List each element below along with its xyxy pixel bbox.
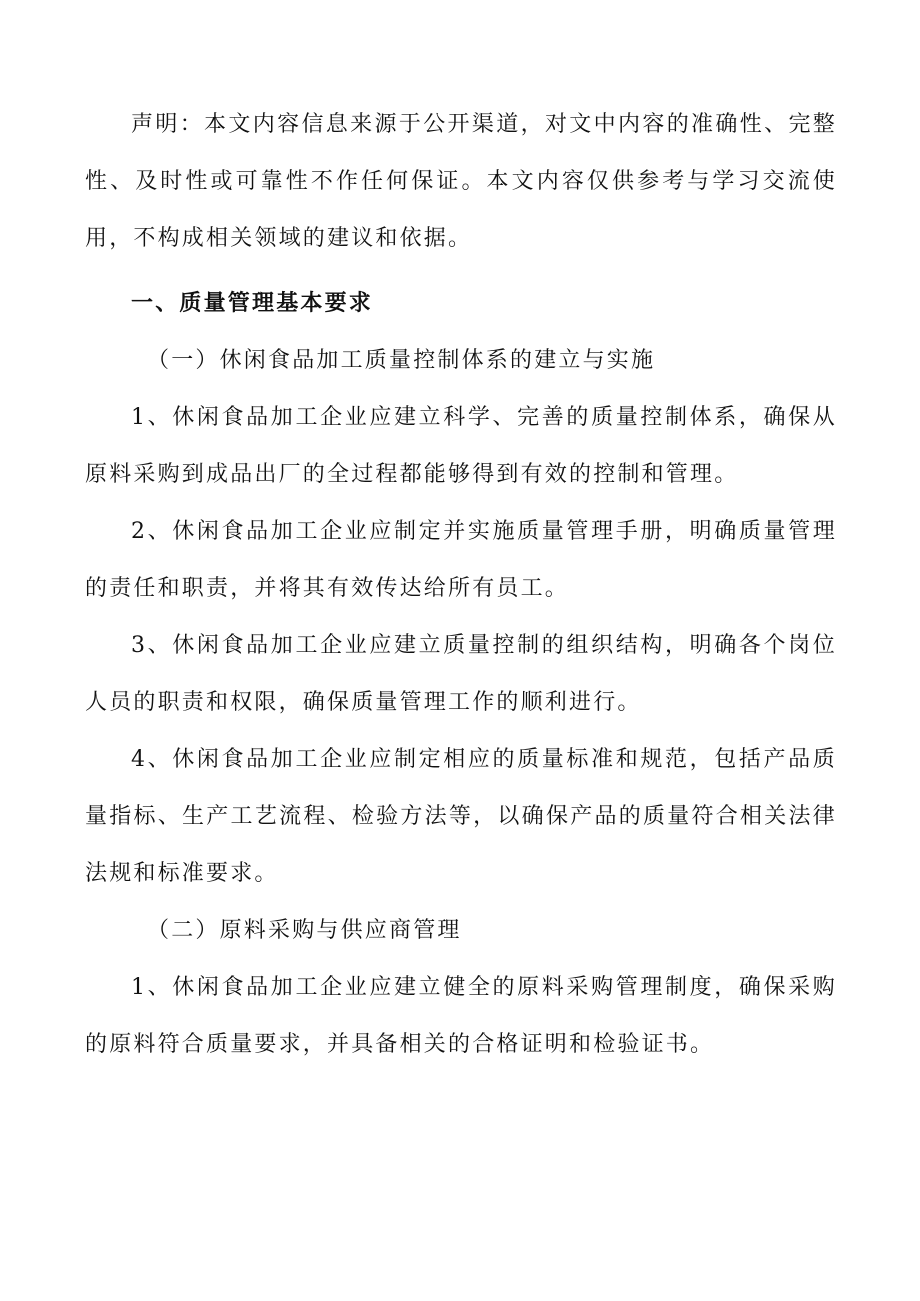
disclaimer-paragraph: 声明：本文内容信息来源于公开渠道，对文中内容的准确性、完整性、及时性或可靠性不作任何保证。本文内容仅供参考与学习交流使用，不构成相关领域的建议和依据。 — [85, 112, 837, 251]
paragraph-1-2: 2、休闲食品加工企业应制定并实施质量管理手册，明确质量管理的责任和职责，并将其有效传达给所有员工。 — [85, 519, 837, 601]
paragraph-1-3: 3、休闲食品加工企业应建立质量控制的组织结构，明确各个岗位人员的职责和权限，确保质量管理工作的顺利进行。 — [85, 633, 837, 715]
paragraph-1-4: 4、休闲食品加工企业应制定相应的质量标准和规范，包括产品质量指标、生产工艺流程、检验方法等，以确保产品的质量符合相关法律法规和标准要求。 — [85, 747, 837, 886]
subsection-title-2: （二）原料采购与供应商管理 — [147, 918, 462, 943]
document-page — [85, 96, 837, 1073]
paragraph-1-1: 1、休闲食品加工企业应建立科学、完善的质量控制体系，确保从原料采购到成品出厂的全过程都能够得到有效的控制和管理。 — [85, 405, 837, 487]
paragraph-2-1: 1、休闲食品加工企业应建立健全的原料采购管理制度，确保采购的原料符合质量要求，并具备相关的合格证明和检验证书。 — [85, 975, 837, 1057]
subsection-title-1: （一）休闲食品加工质量控制体系的建立与实施 — [147, 348, 656, 373]
section-heading: 一、质量管理基本要求 — [131, 290, 374, 316]
